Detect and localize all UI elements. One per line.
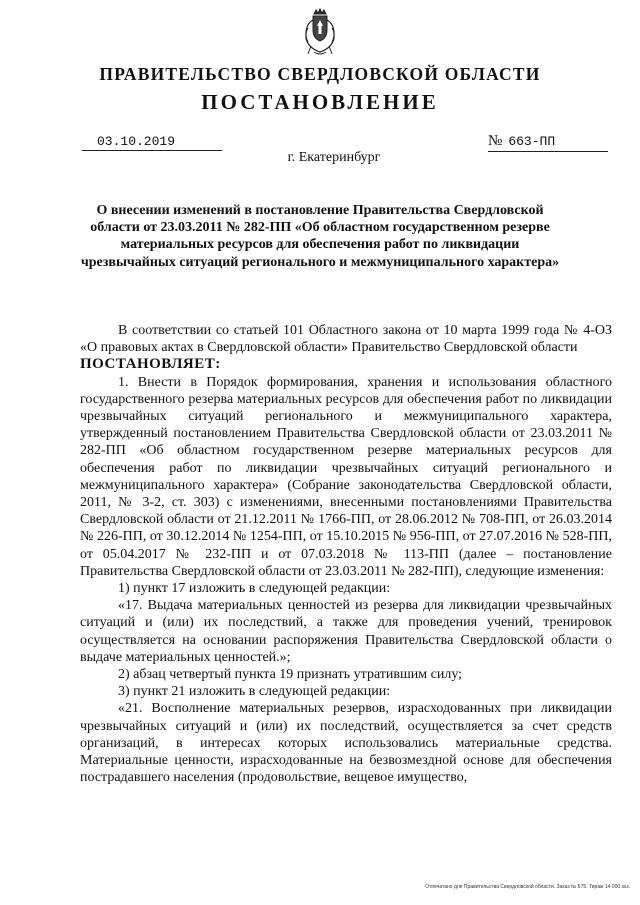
subitem-1: 1) пункт 17 изложить в следующей редакции: — [118, 581, 391, 597]
decree-word: ПОСТАНОВЛЯЕТ: — [80, 356, 221, 373]
subitem-2: 2) абзац четвертый пункта 19 признать утратившим силу; — [118, 667, 463, 683]
number-value: 663-ПП — [508, 134, 556, 149]
document-date: 03.10.2019 — [82, 134, 222, 151]
document-body — [80, 322, 612, 786]
document-type: ПОСТАНОВЛЕНИЕ — [201, 90, 439, 114]
number-sign: № — [488, 133, 503, 149]
coat-of-arms-icon — [302, 8, 338, 58]
city: г. Екатеринбург — [287, 150, 381, 165]
subitem-3: 3) пункт 21 изложить в следующей редакции: — [118, 684, 391, 700]
preamble: В соответствии со статьей 101 Областного закона от 10 марта 1999 года № 4-ОЗ «О правовых актах в Свердловской области» Правительство Свердловской области — [80, 323, 612, 356]
document-subject: О внесении изменений в постановление Правительства Свердловской области от 23.03.2011 № 282-ПП «Об областном государственном резерве материальных ресурсов для обеспечения работ по ликвидации чрезвычайных ситуаций регионального и межмуниципального характера» — [80, 203, 560, 270]
quote-item-21: «21. Восполнение материальных резервов, израсходованных при ликвидации чрезвычайных ситуаций и (или) их последствий, осуществляется за счет средств организаций, в интересах которых использовались материальные средства. Материальные ценности, израсходованные на безвозмездной основе для обеспечения пострадавшего населения (продовольствие, вещевое имущество, — [80, 701, 612, 786]
print-footer-note: Отпечатано для Правительства Свердловской области. Заказ № 575. Тираж 14 000 экз. — [425, 884, 630, 890]
quote-item-17: «17. Выдача материальных ценностей из резерва для ликвидации чрезвычайных ситуаций и (или) их последствий, а также для проведения учений, тренировок осуществляется на основании распоряжения Правительства Свердловской области о выдаче материальных ценностей.»; — [80, 598, 612, 665]
government-title: ПРАВИТЕЛЬСТВО СВЕРДЛОВСКОЙ ОБЛАСТИ — [99, 64, 541, 84]
item-1: 1. Внести в Порядок формирования, хранения и использования областного государственного резерва материальных ресурсов для обеспечения работ по ликвидации чрезвычайных ситуаций регионального и межмуниципального характера, утвержденный постановлением Правительства Свердловской области от 23.03.2011 № 282-ПП «Об областном государственном резерве материальных ресурсов для обеспечения работ по ликвидации чрезвычайных ситуаций регионального и межмуниципального характера» (Собрание законодательства Свердловской области, 2011, № 3-2, ст. 303) с изменениями, внесенными постановлениями Правительства Свердловской области от 21.12.2011 № 1766-ПП, от 28.06.2012 № 708-ПП, от 26.03.2014 № 226-ПП, от 30.12.2014 № 1254-ПП, от 15.10.2015 № 956-ПП, от 27.07.2016 № 528-ПП, от 05.04.2017 № 232-ПП и от 07.03.2018 № 113-ПП (далее – постановление Правительства Свердловской области от 23.03.2011 № 282-ПП), следующие изменения: — [80, 374, 612, 579]
